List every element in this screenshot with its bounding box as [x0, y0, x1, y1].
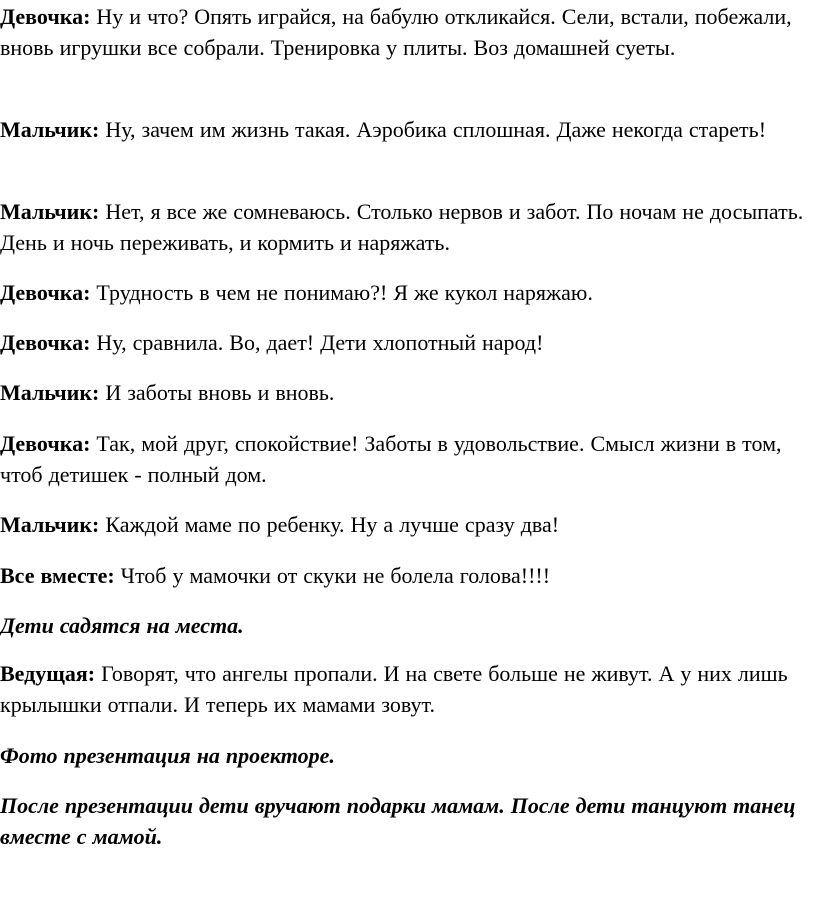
- line-text: Ну, зачем им жизнь такая. Аэробика сплошная. Даже некогда стареть!: [99, 117, 767, 142]
- line-text: Нет, я все же сомневаюсь. Столько нервов и забот. По ночам не досыпать. День и ночь переживать, и кормить и наряжать.: [0, 199, 804, 255]
- speaker-label: Девочка:: [0, 280, 91, 305]
- speaker-label: Ведущая:: [0, 661, 96, 686]
- line-text: Ну, сравнила. Во, дает! Дети хлопотный народ!: [90, 330, 544, 355]
- dialogue-line: [0, 428, 816, 490]
- line-text: Так, мой друг, спокойствие! Заботы в удовольствие. Смысл жизни в том, чтоб детишек - полный дом.: [0, 431, 782, 487]
- dialogue-line: [0, 196, 816, 258]
- speaker-label: Девочка:: [0, 431, 91, 456]
- dialogue-line: [0, 1, 816, 63]
- dialogue-line: [0, 114, 816, 145]
- speaker-label: Мальчик:: [0, 117, 100, 142]
- speaker-label: Девочка:: [0, 330, 91, 355]
- dialogue-line: [0, 377, 816, 408]
- dialogue-line: [0, 509, 816, 540]
- speaker-label: Мальчик:: [0, 380, 100, 405]
- speaker-label: Девочка:: [0, 4, 91, 29]
- speaker-label: Мальчик:: [0, 199, 100, 224]
- dialogue-line: [0, 277, 816, 308]
- line-text: Каждой маме по ребенку. Ну а лучше сразу два!: [99, 512, 560, 537]
- dialogue-line: [0, 658, 816, 720]
- dialogue-line: [0, 327, 816, 358]
- stage-direction: Дети садятся на места.: [0, 613, 244, 638]
- line-text: Трудность в чем не понимаю?! Я же кукол наряжаю.: [90, 280, 593, 305]
- speaker-label: Мальчик:: [0, 512, 100, 537]
- speaker-label: Все вместе:: [0, 563, 115, 588]
- line-text: Ну и что? Опять играйся, на бабулю откликайся. Сели, встали, побежали, вновь игрушки все собрали. Тренировка у плиты. Воз домашней суеты.: [0, 4, 792, 60]
- stage-direction: После презентации дети вручают подарки мамам. После дети танцуют танец вместе с мамой.: [0, 793, 796, 849]
- dialogue-line: [0, 560, 816, 591]
- stage-direction: Фото презентация на проекторе.: [0, 743, 335, 768]
- line-text: Говорят, что ангелы пропали. И на свете больше не живут. А у них лишь крылышки отпали. И теперь их мамами зовут.: [0, 661, 788, 717]
- line-text: И заботы вновь и вновь.: [99, 380, 335, 405]
- line-text: Чтоб у мамочки от скуки не болела голова!!!!: [114, 563, 551, 588]
